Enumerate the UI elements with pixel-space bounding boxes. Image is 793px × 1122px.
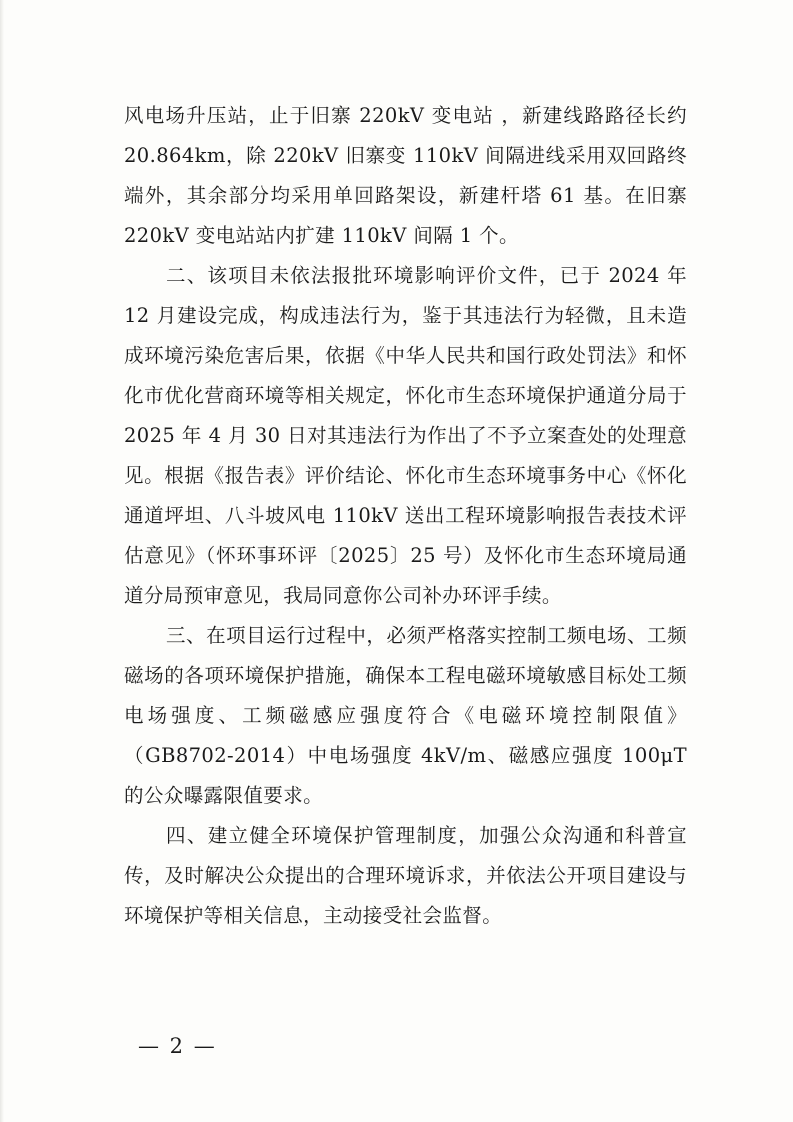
paragraph-continuation: 风电场升压站，止于旧寨 220kV 变电站 ，新建线路路径长约 20.864km，除 220kV 旧寨变 110kV 间隔进线采用双回路终端外，其余部分均采用单回路架设，新建杆塔 61 基。在旧寨 220kV 变电站站内扩建 110kV 间隔 1 个。 xyxy=(124,104,687,247)
scan-edge xyxy=(0,0,4,1122)
paragraph-item-3: 三、在项目运行过程中，必须严格落实控制工频电场、工频磁场的各项环境保护措施，确保本工程电磁环境敏感目标处工频电场强度、工频磁感应强度符合《电磁环境控制限值》（GB8702-2014）中电场强度 4kV/m、磁感应强度 100μT 的公众曝露限值要求。 xyxy=(124,624,687,807)
paragraph-item-2: 二、该项目未依法报批环境影响评价文件，已于 2024 年 12 月建设完成，构成违法行为，鉴于其违法行为轻微，且未造成环境污染危害后果，依据《中华人民共和国行政处罚法》和怀化市优化营商环境等相关规定，怀化市生态环境保护通道分局于 2025 年 4 月 30 日对其违法行为作出了不予立案查处的处理意见。根据《报告表》评价结论、怀化市生态环境事务中心《怀化通道坪坦、八斗坡风电 110kV 送出工程环境影响报告表技术评估意见》（怀环事环评〔2025〕25 号）及怀化市生态环境局通道分局预审意见，我局同意你公司补办环评手续。 xyxy=(124,264,687,607)
document-body xyxy=(124,96,687,936)
page-number: — 2 — xyxy=(138,1034,217,1058)
paragraph-item-4: 四、建立健全环境保护管理制度，加强公众沟通和科普宣传，及时解决公众提出的合理环境诉求，并依法公开项目建设与环境保护等相关信息，主动接受社会监督。 xyxy=(124,824,687,927)
